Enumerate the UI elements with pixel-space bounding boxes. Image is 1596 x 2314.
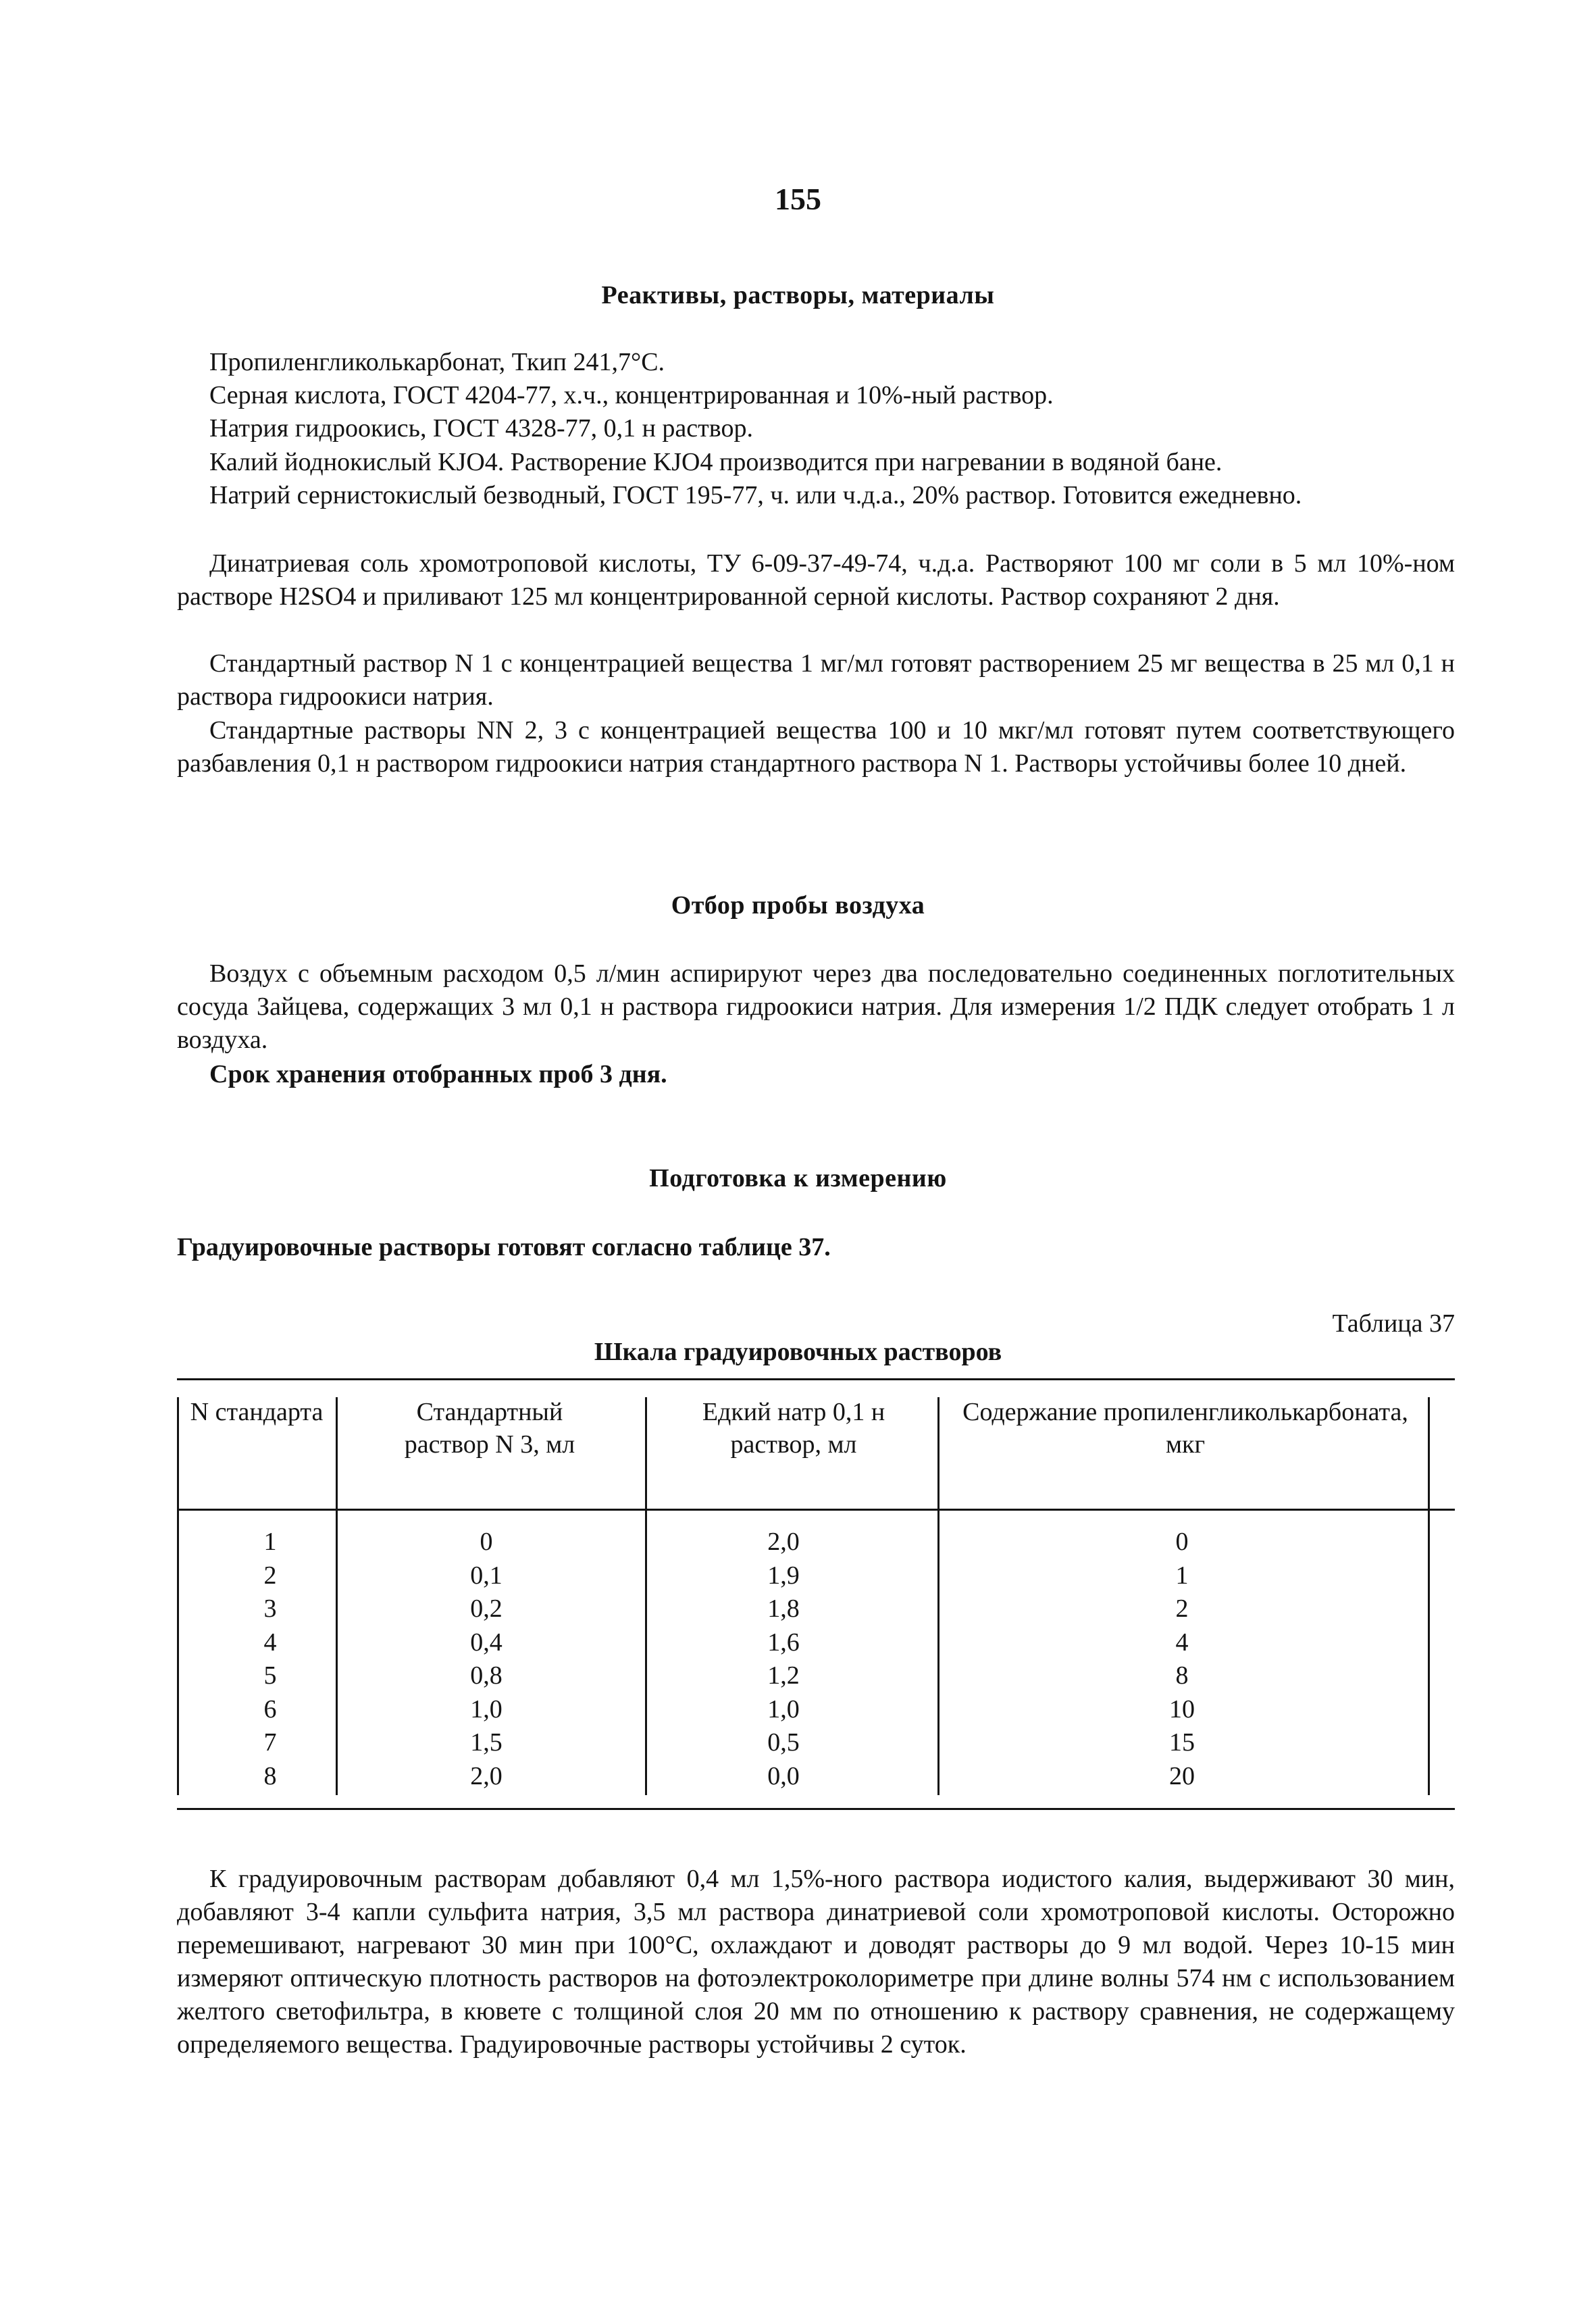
table-cell: 4 [263,1628,277,1657]
table-column-divider [937,1397,939,1795]
table-cell: 2 [1175,1594,1189,1623]
table-cell: 2,0 [767,1528,800,1556]
table-header-standard-solution: Стандартный раствор N 3, мл [404,1398,575,1459]
table-cell: 0,8 [470,1661,503,1690]
table-cell: 0,0 [767,1761,800,1790]
table-cell: 1,0 [767,1694,800,1724]
page-number: 155 [775,182,821,216]
table-cell: 1,6 [767,1628,800,1657]
paragraph-reagent-2: Серная кислота, ГОСТ 4204-77, х.ч., концентрированная и 10%-ный раствор. [209,381,1054,409]
table-cell: 0,5 [767,1728,800,1757]
table-cell: 1,5 [470,1728,503,1757]
table-header-sodium-hydroxide: Едкий натр 0,1 н раствор, мл [702,1398,885,1459]
table-cell: 8 [263,1761,277,1790]
table-column-standard-number [230,1526,311,1793]
table-cell: 7 [263,1728,277,1757]
table-cell: 0 [1175,1528,1189,1556]
table-cell: 0,4 [470,1628,503,1657]
paragraph-reagent-3: Натрия гидроокись, ГОСТ 4328-77, 0,1 н раствор. [209,414,753,443]
table-header-standard-number: N стандарта [190,1398,324,1426]
table-column-sodium-hydroxide [743,1526,824,1793]
table-bottom-rule [177,1808,1455,1810]
table-cell: 0 [480,1528,493,1556]
table-cell: 0,2 [470,1594,503,1623]
table-top-rule [177,1378,1455,1380]
table-header-content: Содержание пропиленгликолькарбоната, мкг [962,1398,1408,1459]
table-cell: 1 [1175,1561,1189,1590]
table-cell: 15 [1169,1728,1195,1757]
table-cell: 1,2 [767,1661,800,1690]
table-left-border [177,1397,179,1795]
paragraph-closing: К градуировочным растворам добавляют 0,4 мл 1,5%-ного раствора иодистого калия, выдерживают 30 мин, добавляют 3-4 капли сульфита натрия, 3,5 мл раствора динатриевой соли хромотроповой кислоты. Осторожно перемешивают, нагревают 30 мин при 100°С, охлаждают и доводят растворы до 9 мл водой. Через 10-15 мин измеряют оптическую плотность растворов на фотоэлектроколориметре при длине волны 574 нм с использованием желтого светофильтра, в кювете с толщиной слоя 20 мм по отношению к раствору сравнения, не содержащему определяемого вещества. Градуировочные растворы устойчивы 2 суток. [177,1865,1455,2059]
paragraph-sampling-2: Срок хранения отобранных проб 3 дня. [209,1060,667,1088]
table-column-divider [336,1397,338,1795]
table-cell: 2 [263,1561,277,1590]
heading-sampling: Отбор пробы воздуха [671,891,925,920]
table-cell: 10 [1169,1694,1195,1724]
table-cell: 20 [1169,1761,1195,1790]
table-column-divider [645,1397,647,1795]
table-cell: 1,0 [470,1694,503,1724]
paragraph-reagent-4: Калий йоднокислый KJO4. Растворение KJO4 производится при нагревании в водяной бане. [209,448,1222,476]
paragraph-sampling-1: Воздух с объемным расходом 0,5 л/мин аспирируют через два последовательно соединенных поглотительных сосуда Зайцева, содержащих 3 мл 0,1 н раствора гидроокиси натрия. Для измерения 1/2 ПДК следует отобрать 1 л воздуха. [177,959,1455,1054]
table-cell: 0,1 [470,1561,503,1590]
table-header-rule [177,1509,1455,1511]
paragraph-preparation-intro: Градуировочные растворы готовят согласно таблице 37. [177,1233,831,1261]
table-column-content [1141,1526,1222,1793]
paragraph-reagent-5: Натрий сернистокислый безводный, ГОСТ 195-77, ч. или ч.д.а., 20% раствор. Готовится ежедневно. [209,481,1302,509]
table-cell: 4 [1175,1628,1189,1657]
paragraph-reagent-8: Стандартные растворы NN 2, 3 с концентрацией вещества 100 и 10 мкг/мл готовят путем соответствующего разбавления 0,1 н раствором гидроокиси натрия стандартного раствора N 1. Растворы устойчивы более 10 дней. [177,716,1455,778]
table-cell: 1,8 [767,1594,800,1623]
table-cell: 8 [1175,1661,1189,1690]
heading-reagents: Реактивы, растворы, материалы [601,281,995,309]
table-column-standard-solution [446,1526,527,1793]
paragraph-reagent-7: Стандартный раствор N 1 с концентрацией вещества 1 мг/мл готовят растворением 25 мг вещества в 25 мл 0,1 н раствора гидроокиси натрия. [177,649,1455,711]
table-cell: 2,0 [470,1761,503,1790]
table-cell: 5 [263,1661,277,1690]
table-cell: 3 [263,1594,277,1623]
paragraph-reagent-1: Пропиленгликолькарбонат, Ткип 241,7°С. [209,348,665,376]
table-cell: 1 [263,1528,277,1556]
table-cell: 6 [263,1694,277,1724]
table-right-border [1428,1397,1430,1795]
heading-preparation: Подготовка к измерению [649,1164,947,1192]
table-cell: 1,9 [767,1561,800,1590]
table-number: Таблица 37 [1332,1309,1455,1338]
paragraph-reagent-6: Динатриевая соль хромотроповой кислоты, ТУ 6-09-37-49-74, ч.д.а. Растворяют 100 мг соли в 5 мл 10%-ном растворе H2SO4 и приливают 125 мл концентрированной серной кислоты. Раствор сохраняют 2 дня. [177,549,1455,611]
table-title: Шкала градуировочных растворов [594,1338,1002,1366]
